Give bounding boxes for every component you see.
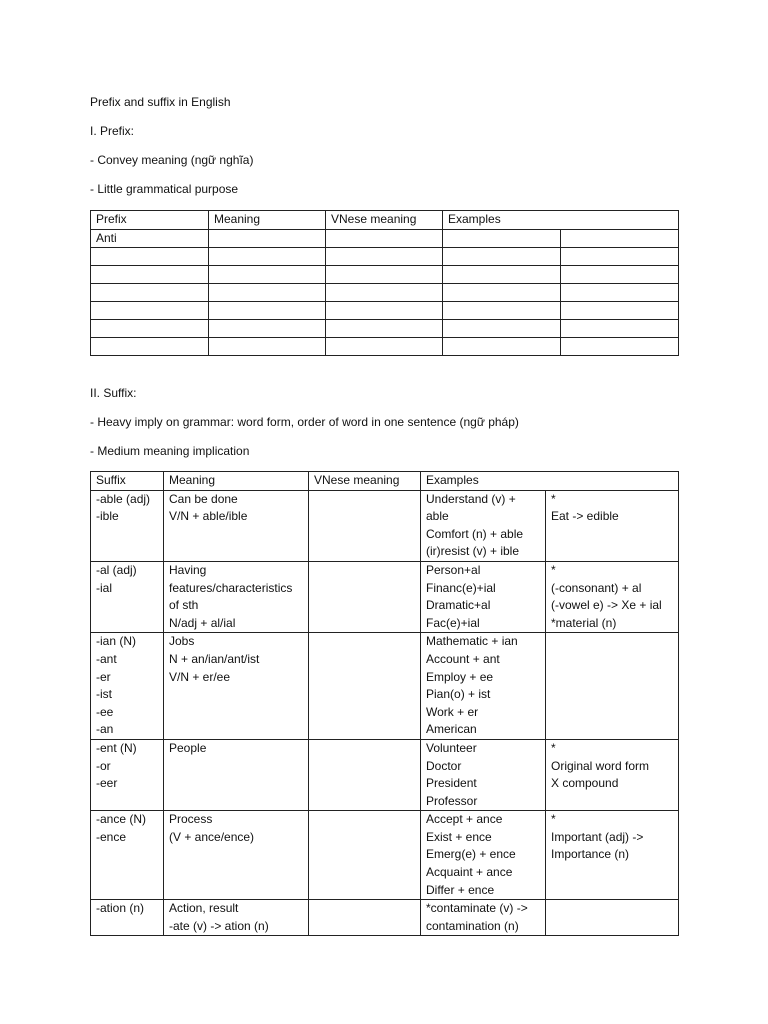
table-row [91, 284, 679, 302]
cell-line: -ation (n) [96, 901, 145, 916]
suffix-table [90, 471, 679, 936]
notes-cell [546, 739, 679, 810]
prefix-cell [209, 229, 326, 248]
prefix-header-cell: Meaning [209, 211, 326, 230]
prefix-cell [561, 266, 679, 284]
prefix-header-cell: VNese meaning [326, 211, 443, 230]
prefix-cell [326, 229, 443, 248]
cell-line: -er [96, 669, 111, 684]
cell-line: Person+al [426, 562, 481, 577]
suffix-heading: II. Suffix: [90, 386, 137, 400]
meaning-cell [164, 900, 309, 936]
cell-line: able [426, 509, 449, 524]
prefix-cell [443, 266, 561, 284]
cell-line: * [551, 812, 556, 827]
cell-line: People [169, 740, 207, 755]
cell-line: -ible [96, 509, 119, 524]
suffix-point: - Medium meaning implication [90, 444, 250, 458]
table-row [91, 229, 679, 248]
cell-line: Pian(o) + ist [426, 687, 491, 702]
cell-line: Doctor [426, 758, 462, 773]
prefix-cell [91, 284, 209, 302]
cell-line: Fac(e)+ial [426, 615, 480, 630]
cell-line: Dramatic+al [426, 598, 491, 613]
document-title: Prefix and suffix in English [90, 95, 231, 109]
cell-line: -ence [96, 829, 127, 844]
vnese-meaning-cell [309, 900, 421, 936]
prefix-cell [443, 248, 561, 266]
cell-line: N/adj + al/ial [169, 615, 236, 630]
cell-line: Jobs [169, 634, 195, 649]
prefix-cell [326, 338, 443, 356]
cell-line: -ent (N) [96, 740, 137, 755]
prefix-cell [91, 302, 209, 320]
prefix-table [90, 210, 679, 356]
cell-line: -or [96, 758, 111, 773]
meaning-cell [164, 490, 309, 561]
cell-line: Work + er [426, 704, 479, 719]
cell-line: V/N + able/ible [169, 509, 248, 524]
notes-cell [546, 633, 679, 740]
suffix-cell [91, 490, 164, 561]
cell-line: Professor [426, 793, 478, 808]
prefix-cell [443, 284, 561, 302]
prefix-cell [209, 248, 326, 266]
suffix-cell [91, 633, 164, 740]
cell-line: -ial [96, 580, 113, 595]
table-row [91, 633, 679, 740]
prefix-cell [561, 338, 679, 356]
cell-line: V/N + er/ee [169, 669, 231, 684]
notes-cell [546, 490, 679, 561]
cell-line: (-consonant) + al [551, 580, 642, 595]
prefix-point: - Convey meaning (ngữ nghĩa) [90, 153, 254, 167]
suffix-cell [91, 811, 164, 900]
cell-line: *material (n) [551, 615, 617, 630]
meaning-cell [164, 633, 309, 740]
table-row [91, 266, 679, 284]
prefix-cell [443, 320, 561, 338]
cell-line: Important (adj) -> [551, 829, 644, 844]
cell-line: Acquaint + ance [426, 865, 513, 880]
cell-line: Comfort (n) + able [426, 526, 524, 541]
prefix-cell [561, 320, 679, 338]
prefix-header-cell: Prefix [91, 211, 209, 230]
suffix-header-cell: Examples [421, 472, 679, 491]
cell-line: Having [169, 562, 207, 577]
table-row [91, 900, 679, 936]
cell-line: Understand (v) + [426, 491, 516, 506]
suffix-header-cell: Suffix [91, 472, 164, 491]
cell-line: * [551, 491, 556, 506]
prefix-cell [561, 248, 679, 266]
cell-line: Employ + ee [426, 669, 494, 684]
cell-line: -ant [96, 651, 117, 666]
table-row [91, 811, 679, 900]
prefix-cell [209, 320, 326, 338]
prefix-cell [561, 229, 679, 248]
examples-cell [421, 633, 546, 740]
table-row [91, 302, 679, 320]
suffix-cell [91, 561, 164, 632]
prefix-cell [91, 266, 209, 284]
table-row [91, 338, 679, 356]
meaning-cell [164, 561, 309, 632]
cell-line: Differ + ence [426, 882, 495, 897]
cell-line: -ist [96, 687, 112, 702]
cell-line: Can be done [169, 491, 238, 506]
notes-cell [546, 561, 679, 632]
vnese-meaning-cell [309, 490, 421, 561]
prefix-cell [443, 229, 561, 248]
examples-cell [421, 739, 546, 810]
cell-line: -eer [96, 776, 118, 791]
cell-line: Action, result [169, 901, 239, 916]
cell-line: X compound [551, 776, 619, 791]
vnese-meaning-cell [309, 633, 421, 740]
notes-cell [546, 900, 679, 936]
cell-line: American [426, 722, 477, 737]
prefix-cell [91, 248, 209, 266]
cell-line: of sth [169, 598, 199, 613]
prefix-cell [209, 338, 326, 356]
cell-line: Importance (n) [551, 847, 630, 862]
cell-line: Emerg(e) + ence [426, 847, 516, 862]
prefix-cell [326, 302, 443, 320]
cell-line: Process [169, 812, 213, 827]
suffix-point: - Heavy imply on grammar: word form, order of word in one sentence (ngữ pháp) [90, 415, 519, 429]
cell-line: -an [96, 722, 114, 737]
cell-line: -ate (v) -> ation (n) [169, 918, 269, 933]
suffix-header-cell: Meaning [164, 472, 309, 491]
prefix-cell [443, 338, 561, 356]
table-row [91, 320, 679, 338]
suffix-cell [91, 739, 164, 810]
prefix-heading: I. Prefix: [90, 124, 135, 138]
cell-line: Accept + ance [426, 812, 503, 827]
prefix-point: - Little grammatical purpose [90, 182, 239, 196]
table-row [91, 561, 679, 632]
prefix-cell [326, 320, 443, 338]
suffix-cell [91, 900, 164, 936]
cell-line: *contaminate (v) -> [426, 901, 528, 916]
cell-line: -ance (N) [96, 812, 147, 827]
cell-line: Original word form [551, 758, 650, 773]
cell-line: -ian (N) [96, 634, 137, 649]
vnese-meaning-cell [309, 561, 421, 632]
examples-cell [421, 900, 546, 936]
prefix-cell: Anti [91, 229, 209, 248]
prefix-cell [561, 284, 679, 302]
prefix-cell [326, 284, 443, 302]
vnese-meaning-cell [309, 811, 421, 900]
vnese-meaning-cell [309, 739, 421, 810]
cell-line: * [551, 562, 556, 577]
cell-line: -al (adj) [96, 562, 137, 577]
prefix-cell [209, 266, 326, 284]
examples-cell [421, 811, 546, 900]
notes-cell [546, 811, 679, 900]
prefix-cell [91, 338, 209, 356]
cell-line: features/characteristics [169, 580, 293, 595]
table-row [91, 739, 679, 810]
cell-line: (V + ance/ence) [169, 829, 255, 844]
meaning-cell [164, 739, 309, 810]
cell-line: (ir)resist (v) + ible [426, 544, 520, 559]
cell-line: N + an/ian/ant/ist [169, 651, 260, 666]
cell-line: President [426, 776, 477, 791]
cell-line: Financ(e)+ial [426, 580, 496, 595]
examples-cell [421, 561, 546, 632]
meaning-cell [164, 811, 309, 900]
prefix-cell [443, 302, 561, 320]
prefix-cell [91, 320, 209, 338]
cell-line: (-vowel e) -> Xe + ial [551, 598, 662, 613]
prefix-header-cell: Examples [443, 211, 679, 230]
suffix-header-row [91, 472, 679, 491]
prefix-cell [209, 302, 326, 320]
table-row [91, 490, 679, 561]
cell-line: -ee [96, 704, 114, 719]
cell-line: Account + ant [426, 651, 500, 666]
cell-line: Exist + ence [426, 829, 492, 844]
cell-line: contamination (n) [426, 918, 519, 933]
prefix-cell [326, 248, 443, 266]
cell-line: Mathematic + ian [426, 634, 518, 649]
prefix-cell [326, 266, 443, 284]
suffix-header-cell: VNese meaning [309, 472, 421, 491]
prefix-cell [209, 284, 326, 302]
table-row [91, 248, 679, 266]
examples-cell [421, 490, 546, 561]
prefix-cell [561, 302, 679, 320]
cell-line: * [551, 740, 556, 755]
cell-line: -able (adj) [96, 491, 151, 506]
prefix-header-row [91, 211, 679, 230]
cell-line: Eat -> edible [551, 509, 619, 524]
cell-line: Volunteer [426, 740, 477, 755]
